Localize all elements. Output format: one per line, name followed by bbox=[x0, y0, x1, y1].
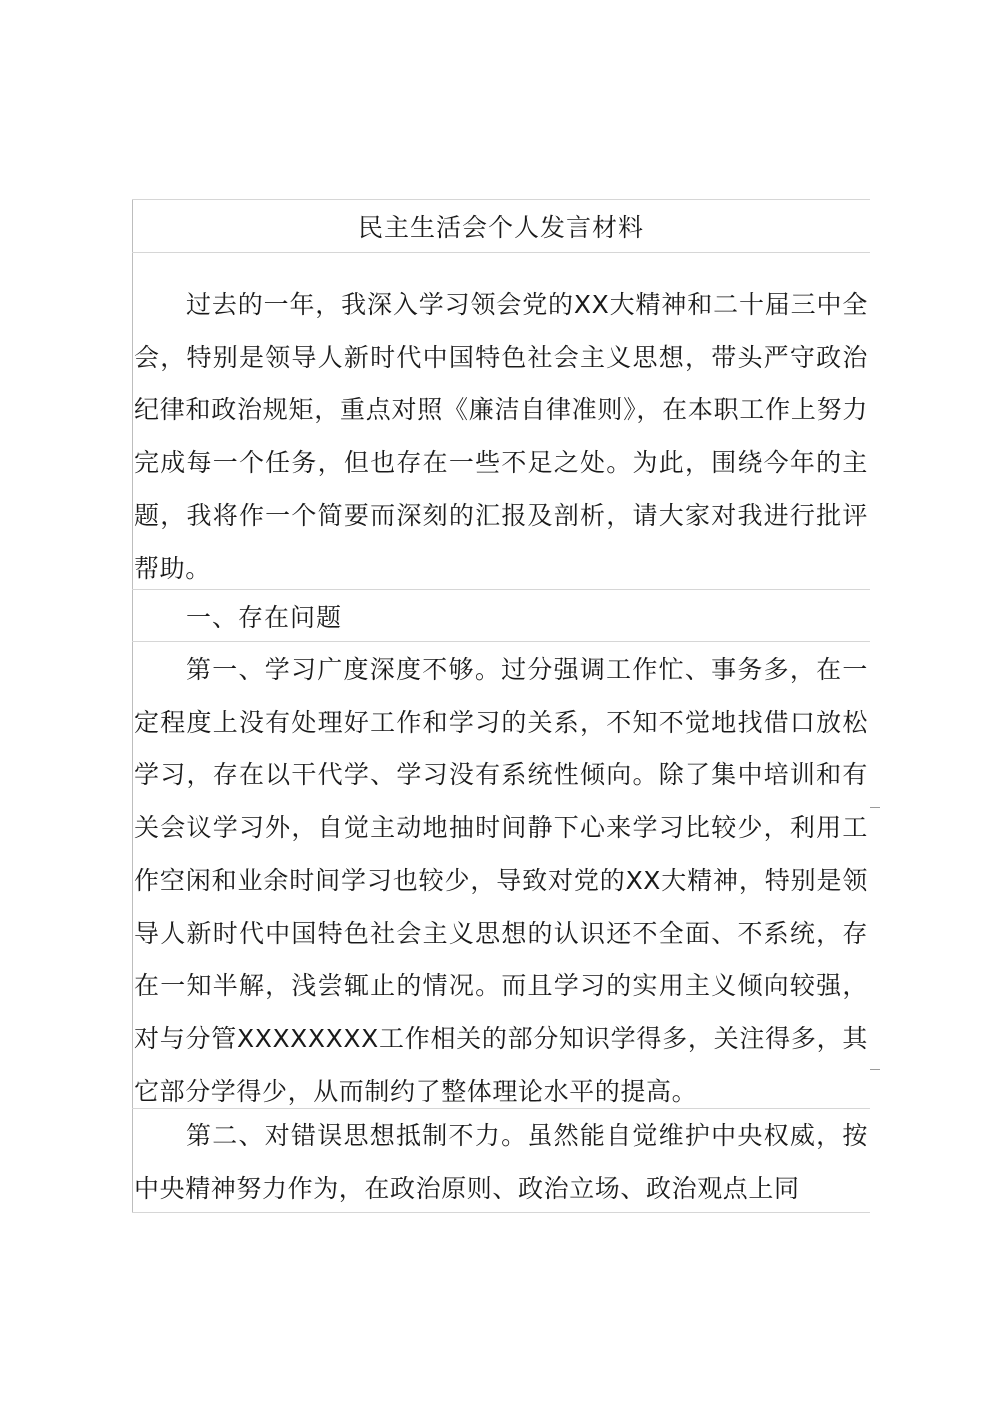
margin-mark bbox=[870, 1069, 880, 1070]
intro-paragraph: 过去的一年，我深入学习领会党的XX大精神和二十届三中全会，特别是领导人新时代中国特色社会主义思想，带头严守政治纪律和政治规矩，重点对照《廉洁自律准则》，在本职工作上努力完成每一个任务，但也存在一些不足之处。为此，围绕今年的主题，我将作一个简要而深刻的汇报及剖析，请大家对我进行批评帮助。 bbox=[134, 290, 868, 583]
section-heading: 一、存在问题 bbox=[186, 603, 343, 632]
rule-line bbox=[132, 252, 870, 253]
point-two-paragraph: 第二、对错误思想抵制不力。虽然能自觉维护中央权威，按中央精神努力作为，在政治原则、政治立场、政治观点上同 bbox=[134, 1121, 868, 1203]
point-one-paragraph: 第一、学习广度深度不够。过分强调工作忙、事务多，在一定程度上没有处理好工作和学习的关系，不知不觉地找借口放松学习，存在以干代学、学习没有系统性倾向。除了集中培训和有关会议学习外，自觉主动地抽时间静下心来学习比较少，利用工作空闲和业余时间学习也较少，导致对党的XX大精神，特别是领导人新时代中国特色社会主义思想的认识还不全面、不系统，存在一知半解，浅尝辄止的情况。而且学习的实用主义倾向较强，对与分管XXXXXXXX工作相关的部分知识学得多，关注得多，其它部分学得少，从而制约了整体理论水平的提高。 bbox=[134, 655, 868, 1106]
margin-mark bbox=[870, 807, 880, 808]
document-title: 民主生活会个人发言材料 bbox=[357, 213, 644, 242]
rule-line bbox=[132, 199, 870, 200]
